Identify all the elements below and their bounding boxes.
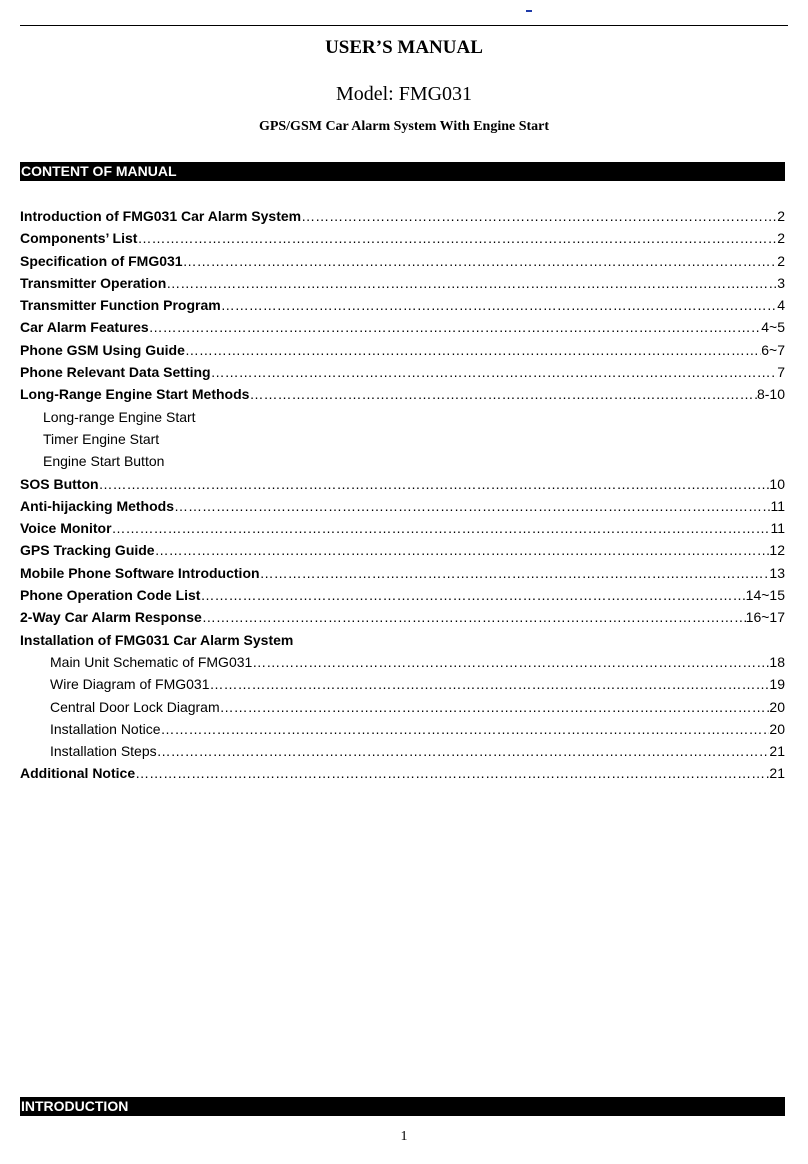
toc-leader-dots (221, 294, 778, 316)
toc-leader-dots (149, 316, 762, 338)
table-of-contents (20, 205, 785, 785)
toc-entry-label: Installation Steps (50, 743, 157, 760)
toc-entry[interactable] (20, 339, 785, 361)
toc-entry[interactable] (20, 584, 785, 606)
toc-entry[interactable] (20, 629, 785, 651)
toc-entry-page: 21 (769, 743, 785, 760)
toc-entry-label: Voice Monitor (20, 520, 112, 537)
toc-leader-dots (135, 762, 769, 784)
toc-entry-page: 18 (769, 653, 785, 670)
toc-entry-label: Phone Relevant Data Setting (20, 364, 211, 381)
toc-leader-dots (252, 651, 769, 673)
toc-leader-dots (112, 517, 771, 539)
toc-entry[interactable] (20, 673, 785, 695)
toc-entry[interactable] (20, 539, 785, 561)
toc-entry-label: SOS Button (20, 475, 99, 492)
section-header-introduction (20, 1097, 785, 1116)
toc-entry[interactable] (20, 294, 785, 316)
toc-entry[interactable] (20, 517, 785, 539)
toc-entry-label: Transmitter Function Program (20, 297, 221, 314)
toc-entry-label: Installation Notice (50, 720, 161, 737)
toc-entry-page: 11 (770, 497, 785, 514)
toc-entry[interactable] (20, 406, 785, 428)
toc-entry[interactable] (20, 740, 785, 762)
toc-entry-label: Central Door Lock Diagram (50, 698, 220, 715)
toc-entry-label: Specification of FMG031 (20, 252, 183, 269)
toc-entry-page: 3 (777, 274, 785, 291)
toc-entry[interactable] (20, 272, 785, 294)
toc-entry[interactable] (20, 450, 785, 472)
toc-entry-page: 13 (769, 564, 785, 581)
toc-leader-dots (301, 205, 777, 227)
section-header-introduction-label: INTRODUCTION (21, 1098, 129, 1114)
toc-entry-label: Car Alarm Features (20, 319, 149, 336)
toc-entry-label: Phone Operation Code List (20, 587, 201, 604)
toc-entry-page: 8-10 (756, 386, 785, 403)
toc-leader-dots (155, 539, 770, 561)
toc-entry-page: 12 (769, 542, 785, 559)
toc-entry-label: Additional Notice (20, 765, 136, 782)
toc-entry-page: 16~17 (745, 609, 785, 626)
toc-entry[interactable] (20, 696, 785, 718)
toc-entry-label: Transmitter Operation (20, 274, 167, 291)
toc-leader-dots (185, 339, 761, 361)
toc-entry-label: Wire Diagram of FMG031 (50, 676, 210, 693)
toc-leader-dots (157, 740, 770, 762)
toc-entry-page: 2 (777, 230, 785, 247)
toc-entry-page: 4~5 (761, 319, 785, 336)
manual-title: USER’S MANUAL (325, 37, 483, 58)
toc-entry[interactable] (20, 495, 785, 517)
toc-entry-page: 10 (769, 475, 785, 492)
toc-leader-dots (174, 495, 770, 517)
toc-entry-label: GPS Tracking Guide (20, 542, 155, 559)
section-header-contents-label: CONTENT OF MANUAL (21, 163, 177, 179)
toc-entry-page: 4 (777, 297, 785, 314)
toc-entry-label: Installation of FMG031 Car Alarm System (20, 631, 294, 648)
toc-entry-label: Timer Engine Start (43, 430, 160, 447)
toc-entry-page: 11 (770, 520, 785, 537)
toc-entry[interactable] (20, 562, 785, 584)
header-rule (20, 25, 788, 26)
toc-entry-page: 2 (777, 208, 785, 224)
toc-entry-label: Long-Range Engine Start Methods (20, 386, 250, 403)
toc-leader-dots (161, 718, 770, 740)
toc-entry[interactable] (20, 651, 785, 673)
toc-entry-label: 2-Way Car Alarm Response (20, 609, 202, 626)
toc-leader-dots (183, 250, 778, 272)
product-subtitle: GPS/GSM Car Alarm System With Engine Start (258, 119, 550, 134)
toc-entry[interactable] (20, 316, 785, 338)
toc-entry-label: Phone GSM Using Guide (20, 341, 185, 358)
toc-leader-dots (260, 562, 770, 584)
model-name: Model: FMG031 (335, 83, 473, 105)
toc-leader-dots (200, 584, 745, 606)
toc-leader-dots (202, 606, 746, 628)
toc-entry[interactable] (20, 361, 785, 383)
header-link-mark (526, 10, 532, 12)
toc-leader-dots (220, 696, 770, 718)
toc-entry-label: Long-range Engine Start (43, 408, 196, 425)
toc-entry-page: 7 (777, 364, 785, 381)
toc-leader-dots (137, 227, 777, 249)
toc-entry-label: Anti-hijacking Methods (20, 497, 174, 514)
toc-entry-page: 21 (769, 765, 785, 782)
toc-leader-dots (209, 673, 769, 695)
toc-entry[interactable] (20, 718, 785, 740)
toc-entry-page: 2 (777, 252, 785, 269)
toc-entry-page: 14~15 (745, 587, 785, 604)
toc-entry-page: 6~7 (761, 341, 785, 358)
toc-entry[interactable] (20, 205, 785, 227)
toc-entry[interactable] (20, 606, 785, 628)
section-header-contents (20, 162, 785, 181)
toc-entry[interactable] (20, 428, 785, 450)
toc-entry-label: Components’ List (20, 230, 138, 247)
toc-entry[interactable] (20, 762, 785, 784)
toc-leader-dots (166, 272, 777, 294)
toc-entry[interactable] (20, 383, 785, 405)
toc-leader-dots (99, 473, 770, 495)
toc-leader-dots (249, 383, 757, 405)
toc-entry-label: Main Unit Schematic of FMG031 (50, 653, 253, 670)
toc-entry-label: Introduction of FMG031 Car Alarm System (20, 208, 302, 224)
toc-leader-dots (211, 361, 778, 383)
toc-entry[interactable] (20, 473, 785, 495)
toc-entry-page: 20 (769, 720, 785, 737)
toc-entry-label: Engine Start Button (43, 453, 165, 470)
page-number: 1 (400, 1129, 408, 1144)
toc-entry-page: 19 (769, 676, 785, 693)
toc-entry-label: Mobile Phone Software Introduction (20, 564, 260, 581)
toc-entry-page: 20 (769, 698, 785, 715)
toc-entry[interactable] (20, 227, 785, 249)
toc-entry[interactable] (20, 250, 785, 272)
